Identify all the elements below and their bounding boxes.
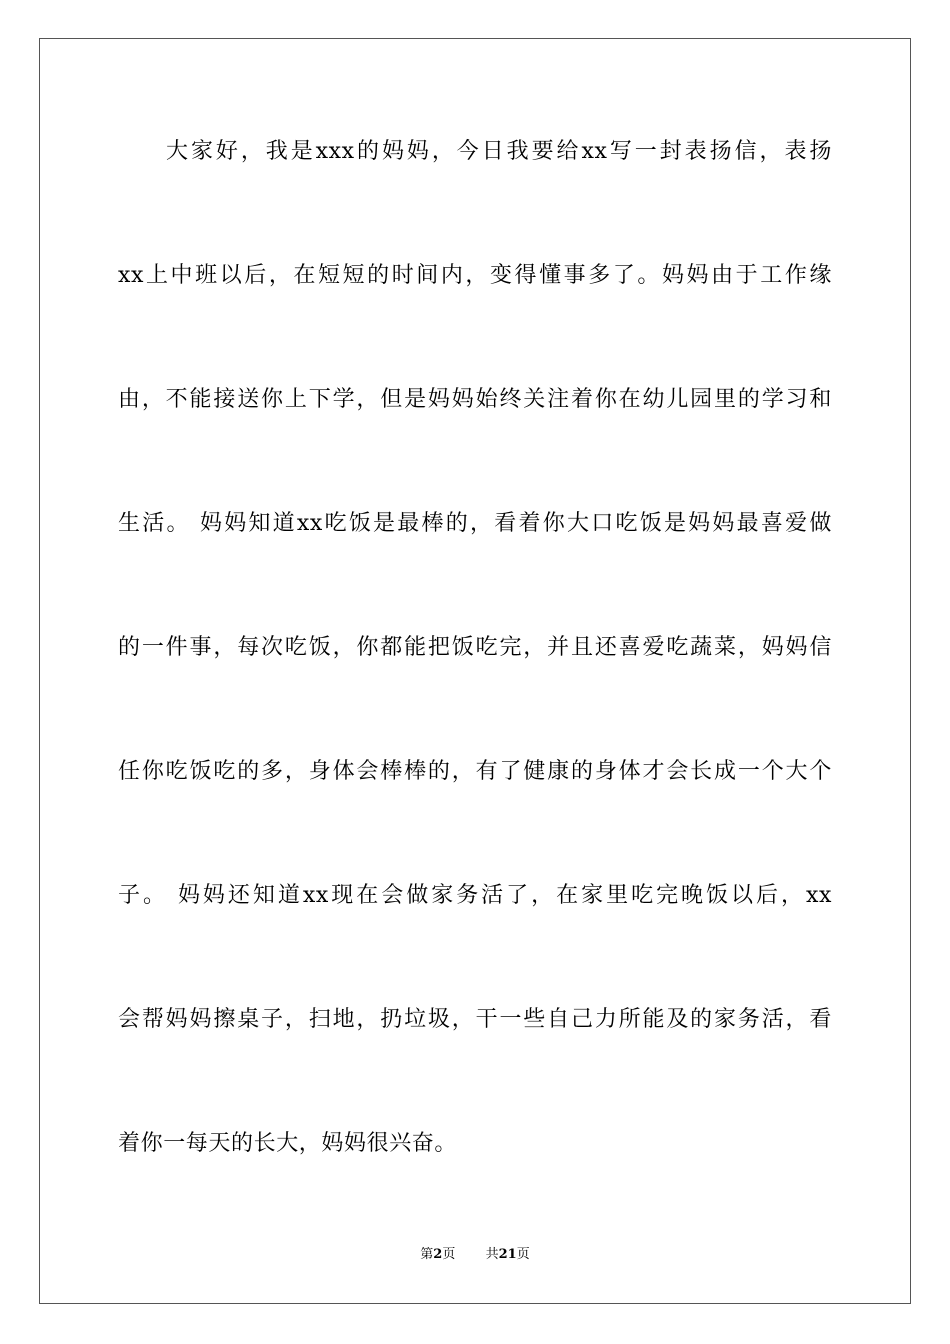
- page-number: 2: [433, 1247, 443, 1262]
- paragraph-line: 由，不能接送你上下学，但是妈妈始终关注着你在幼儿园里的学习和: [118, 387, 832, 412]
- paragraph-line: 大家好，我是xxx的妈妈，今日我要给xx写一封表扬信，表扬: [166, 139, 832, 164]
- paragraph-line-last: 着你一每天的长大，妈妈很兴奋。: [118, 1131, 458, 1156]
- paragraph-line: 的一件事，每次吃饭，你都能把饭吃完，并且还喜爱吃蔬菜，妈妈信: [118, 635, 832, 660]
- letter-body: [118, 124, 832, 1240]
- page-suffix: 页: [442, 1247, 456, 1262]
- page-footer: [0, 1245, 950, 1265]
- total-pages-indicator: [486, 1245, 530, 1265]
- paragraph-line: xx上中班以后，在短短的时间内，变得懂事多了。妈妈由于工作缘: [118, 263, 832, 288]
- total-prefix: 共: [485, 1247, 499, 1262]
- paragraph-line: 任你吃饭吃的多，身体会棒棒的，有了健康的身体才会长成一个大个: [118, 759, 832, 784]
- paragraph-line: 生活。 妈妈知道xx吃饭是最棒的，看着你大口吃饭是妈妈最喜爱做: [118, 511, 832, 536]
- paragraph-line: 会帮妈妈擦桌子，扫地，扔垃圾，干一些自己力所能及的家务活，看: [118, 1007, 832, 1032]
- page-prefix: 第: [420, 1247, 434, 1262]
- total-number: 21: [498, 1247, 517, 1262]
- paragraph-line: 子。 妈妈还知道xx现在会做家务活了，在家里吃完晚饭以后，xx: [118, 883, 832, 908]
- total-suffix: 页: [516, 1247, 530, 1262]
- page-indicator: [420, 1245, 455, 1265]
